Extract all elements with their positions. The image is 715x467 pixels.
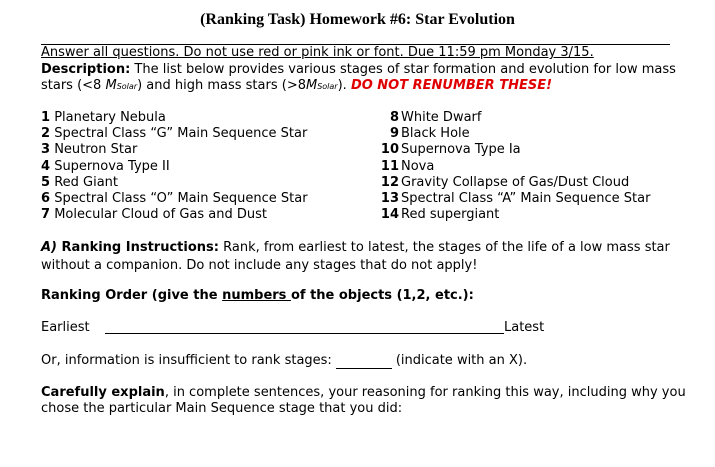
list-item (41, 126, 308, 142)
list-item (41, 175, 308, 191)
latest-label: Latest (504, 320, 545, 335)
stage-number: 1 (41, 110, 51, 125)
instructions-notice: Answer all questions. Do not use red or pink ink or font. Due 11:59 pm Monday 3/15. (41, 45, 594, 60)
ranking-answer-line[interactable] (105, 333, 504, 334)
description-paragraph (41, 62, 681, 95)
stage-label: Spectral Class “A” Main Sequence Star (401, 191, 651, 207)
stage-label: Supernova Type Ia (401, 142, 521, 158)
insufficient-answer-blank[interactable] (336, 353, 392, 369)
stage-number: 2 (41, 126, 51, 142)
stage-number: 14 (380, 207, 399, 223)
list-item (41, 159, 308, 175)
stage-number: 7 (41, 207, 51, 223)
stage-label: Supernova Type II (54, 158, 170, 174)
explain-lead: Carefully explain (41, 385, 165, 400)
list-item (41, 142, 308, 158)
ranking-instructions-text: Rank, from earliest to latest, the stages of the life of a low mass star without a companion. Do not include any stages that do not apply! (41, 240, 670, 273)
list-item (377, 142, 650, 158)
stage-list-left (41, 110, 308, 223)
stage-label: Red Giant (54, 174, 119, 190)
renumber-warning: DO NOT RENUMBER THESE! (350, 78, 553, 93)
list-item (377, 207, 650, 223)
ranking-instructions-label: A) Ranking Instructions: (41, 240, 219, 255)
ranking-order-post: of the objects (1,2, etc.): (290, 288, 474, 303)
description-text-1: The list below provides various stages of star formation and evolution for low mass stars (<8 (41, 62, 676, 93)
page-title: (Ranking Task) Homework #6: Star Evolution (200, 11, 515, 28)
earliest-label: Earliest (41, 320, 90, 335)
ranking-order-heading (41, 288, 474, 303)
stage-number: 3 (41, 142, 51, 158)
insufficient-info-line (41, 353, 527, 369)
explain-text: , in complete sentences, your reasoning for ranking this way, including why you chose the particular Main Sequence stage that you did: (41, 385, 686, 416)
solar-subscript-2: Solar (317, 82, 338, 91)
stage-label: Molecular Cloud of Gas and Dust (54, 207, 267, 223)
list-item (41, 110, 308, 126)
description-text-3: ). (337, 78, 351, 93)
stage-label: Neutron Star (54, 142, 138, 158)
ranking-order-underlined: numbers (222, 288, 291, 303)
stage-label: Spectral Class “O” Main Sequence Star (54, 191, 308, 207)
stage-number: 4 (41, 158, 51, 174)
stage-number: 11 (380, 158, 399, 174)
stage-number: 12 (380, 174, 399, 190)
stage-number: 9 (389, 126, 399, 142)
mass-symbol-1: M (105, 78, 117, 93)
list-item (377, 191, 650, 207)
mass-symbol-2: M (305, 78, 318, 93)
list-item (41, 191, 308, 207)
insufficient-hint: (indicate with an X). (395, 353, 528, 368)
stage-list-right (377, 110, 650, 223)
stage-label: Black Hole (401, 126, 470, 142)
explain-prompt (41, 385, 691, 417)
insufficient-text: Or, information is insufficient to rank stages: (41, 353, 332, 368)
stage-label: Red supergiant (401, 207, 500, 223)
stage-number: 10 (380, 142, 399, 158)
description-label: Description: (41, 62, 131, 77)
solar-subscript-1: Solar (116, 82, 138, 91)
list-item (41, 207, 308, 223)
stage-label: Nova (401, 158, 435, 174)
list-item (377, 126, 650, 142)
ranking-instructions (41, 239, 691, 275)
list-item (377, 175, 650, 191)
list-item (377, 159, 650, 175)
stage-number: 6 (41, 191, 51, 207)
stage-number: 8 (389, 110, 399, 125)
description-text-2: ) and high mass stars (>8 (137, 78, 306, 93)
stage-label: Gravity Collapse of Gas/Dust Cloud (401, 174, 630, 190)
list-item (377, 110, 650, 126)
stage-label: White Dwarf (401, 110, 482, 125)
ranking-order-pre: Ranking Order (give the (41, 288, 223, 303)
stage-number: 13 (380, 191, 399, 207)
stage-number: 5 (41, 174, 51, 190)
stage-label: Spectral Class “G” Main Sequence Star (54, 126, 308, 142)
stage-label: Planetary Nebula (54, 110, 166, 125)
